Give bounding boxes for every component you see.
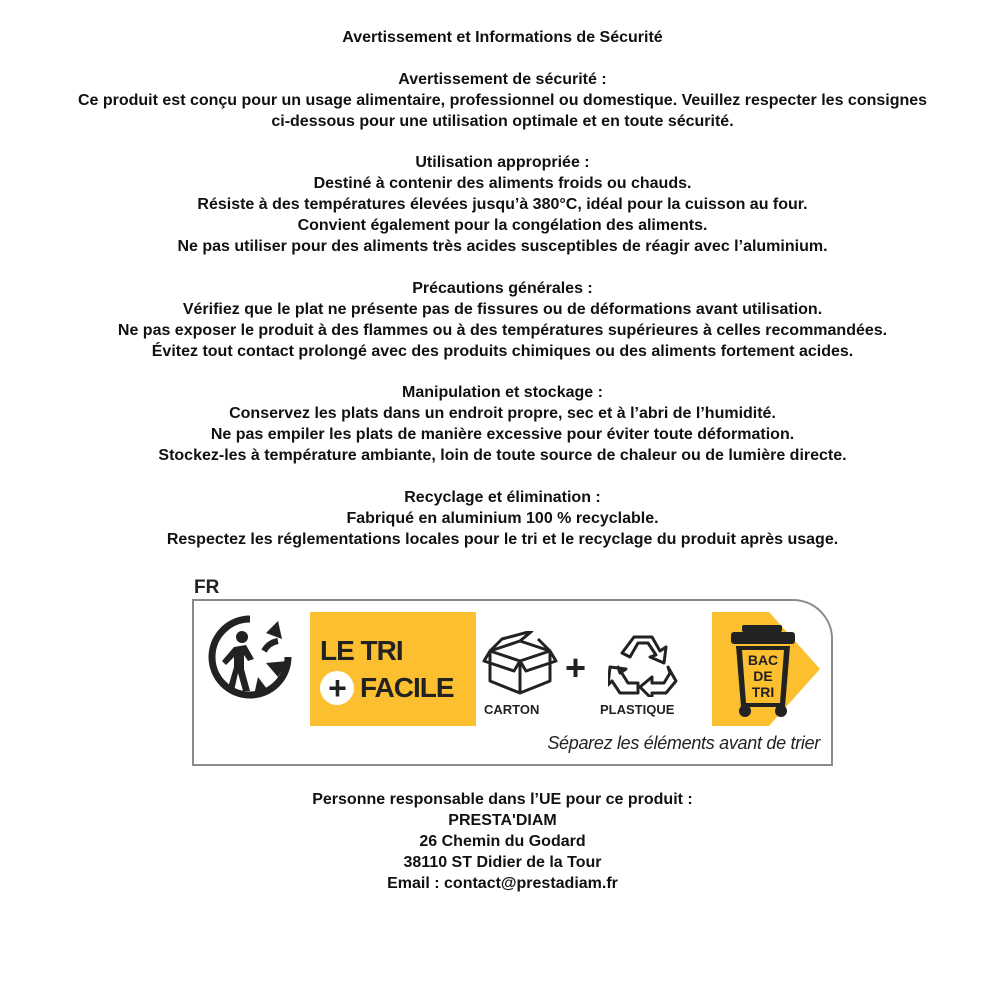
- carton-label: CARTON: [484, 702, 540, 717]
- country-code: FR: [194, 577, 220, 598]
- safety-document: [0, 28, 1005, 551]
- precautions-line: Ne pas exposer le produit à des flammes ou à des températures supérieures à celles recommandées.: [117, 321, 888, 339]
- company-name: PRESTA'DIAM: [448, 811, 557, 829]
- precautions-line: Vérifiez que le plat ne présente pas de fissures ou de déformations avant utilisation.: [182, 300, 823, 318]
- recycling-line: Respectez les réglementations locales pour le tri et le recyclage du produit après usage.: [166, 530, 839, 548]
- separez-text: Séparez les éléments avant de trier: [547, 733, 820, 753]
- triman-icon: [204, 611, 296, 703]
- warning-heading: Avertissement de sécurité :: [398, 70, 607, 88]
- precautions-heading: Précautions générales :: [412, 279, 593, 297]
- storage-line: Stockez-les à température ambiante, loin de toute source de chaleur ou de lumière directe.: [158, 447, 847, 465]
- precautions-line: Évitez tout contact prolongé avec des produits chimiques ou des aliments fortement acides.: [151, 342, 854, 360]
- storage-line: Conservez les plats dans un endroit propre, sec et à l’abri de l’humidité.: [229, 405, 776, 423]
- facile-text: FACILE: [360, 672, 454, 703]
- le-tri-text: LE TRI: [320, 635, 403, 666]
- plus-circle-icon: +: [320, 671, 354, 705]
- usage-line: Destiné à contenir des aliments froids ou chauds.: [313, 175, 692, 193]
- storage-line: Ne pas empiler les plats de manière excessive pour éviter toute déformation.: [210, 426, 795, 444]
- usage-line: Convient également pour la congélation des aliments.: [297, 217, 708, 235]
- city-address: 38110 ST Didier de la Tour: [403, 853, 602, 871]
- recycling-line: Fabriqué en aluminium 100 % recyclable.: [346, 509, 659, 527]
- responsible-heading: Personne responsable dans l’UE pour ce produit :: [312, 791, 693, 808]
- bin-text-tri: TRI: [751, 684, 775, 700]
- plus-sign: +: [565, 647, 587, 688]
- triman-label: [190, 575, 840, 775]
- street-address: 26 Chemin du Godard: [419, 832, 586, 850]
- warning-line: Ce produit est conçu pour un usage alimentaire, professionnel ou domestique. Veuillez respecter les consignes: [77, 91, 928, 109]
- bin-text-bac: BAC: [747, 652, 779, 668]
- facile-line: [320, 671, 454, 705]
- email-line: Email : contact@prestadiam.fr: [387, 874, 618, 892]
- storage-heading: Manipulation et stockage :: [402, 384, 603, 402]
- warning-line: ci-dessous pour une utilisation optimale et en toute sécurité.: [271, 112, 734, 130]
- usage-line: Résiste à des températures élevées jusqu’à 380°C, idéal pour la cuisson au four.: [197, 196, 808, 214]
- plastique-label: PLASTIQUE: [600, 702, 675, 717]
- carton-box-icon: [482, 631, 558, 697]
- recycling-heading: Recyclage et élimination :: [404, 488, 601, 506]
- responsible-person: [0, 790, 1005, 895]
- trash-bin-icon: [728, 623, 798, 719]
- bin-text-de: DE: [753, 668, 773, 684]
- usage-line: Ne pas utiliser pour des aliments très acides susceptibles de réagir avec l’aluminium.: [177, 238, 828, 256]
- usage-heading: Utilisation appropriée :: [415, 154, 590, 172]
- document-title: Avertissement et Informations de Sécurité: [342, 29, 663, 46]
- recycle-icon: [608, 631, 678, 697]
